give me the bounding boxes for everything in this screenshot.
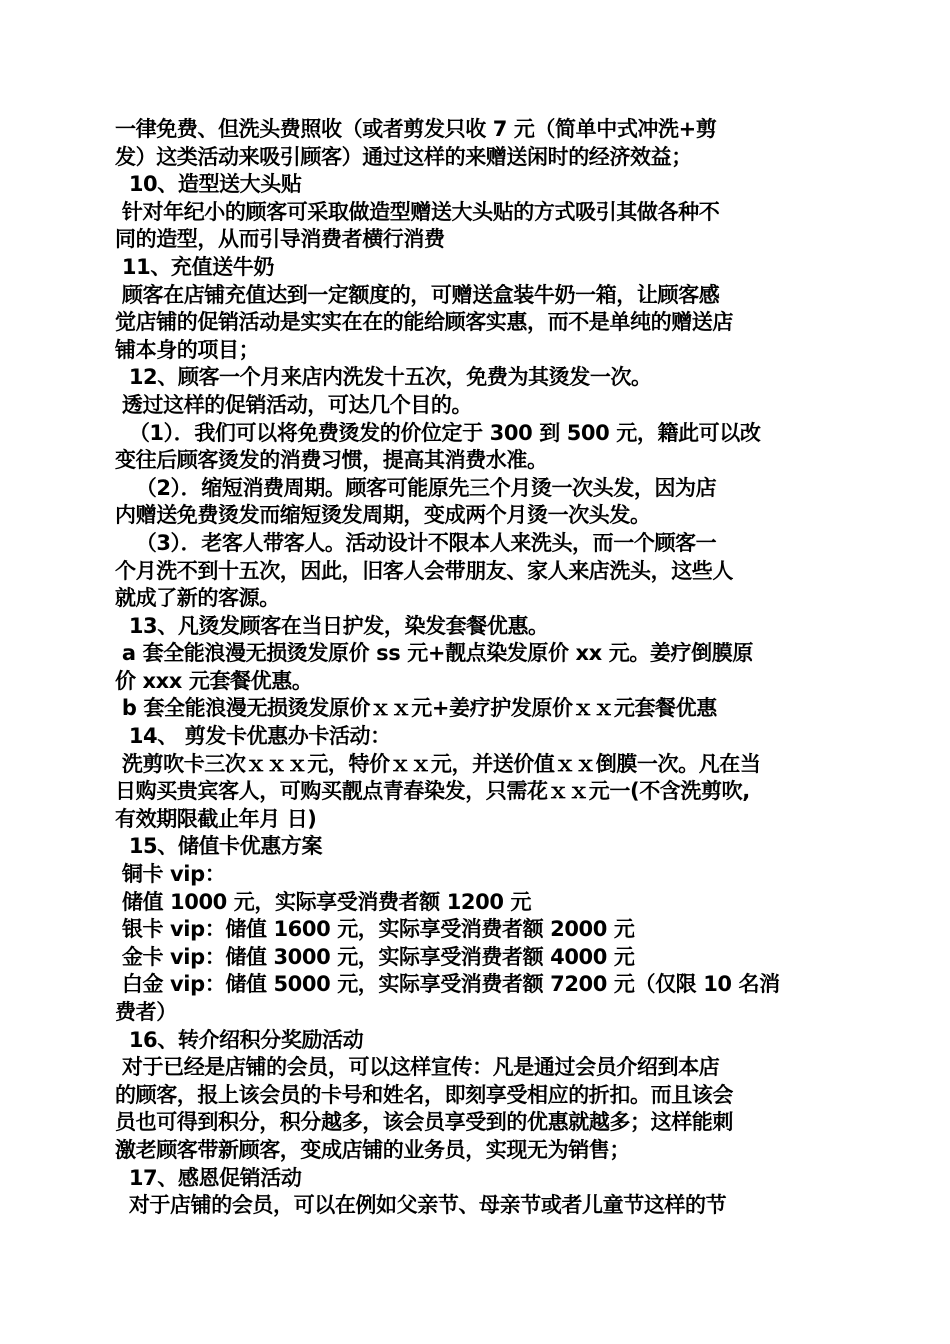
paragraph-line: 针对年纪小的顾客可采取做造型赠送大头贴的方式吸引其做各种不 <box>115 199 720 224</box>
paragraph-line: 觉店铺的促销活动是实实在在的能给顾客实惠，而不是单纯的赠送店 <box>115 310 733 335</box>
paragraph-line: 铺本身的项目； <box>115 337 260 362</box>
section-heading: 11、充值送牛奶 <box>115 254 274 279</box>
paragraph-line: b 套全能浪漫无损烫发原价ｘｘ元+姜疗护发原价ｘｘ元套餐优惠 <box>115 696 717 721</box>
paragraph-line: 个月洗不到十五次，因此，旧客人会带朋友、家人来店洗头，这些人 <box>115 558 733 583</box>
paragraph-line: 日购买贵宾客人，可购买靓点青春染发，只需花ｘｘ元一(不含洗剪吹, <box>115 779 750 804</box>
paragraph-line: 内赠送免费烫发而缩短烫发周期，变成两个月烫一次头发。 <box>115 503 651 528</box>
paragraph-line: 员也可得到积分，积分越多，该会员享受到的优惠就越多；这样能刺 <box>115 1110 733 1135</box>
paragraph-line: 变往后顾客烫发的消费习惯，提高其消费水准。 <box>115 448 548 473</box>
section-heading: 10、造型送大头贴 <box>115 172 302 197</box>
paragraph-line: 铜卡 vip： <box>115 862 226 887</box>
paragraph-line: a 套全能浪漫无损烫发原价 ss 元+靓点染发原价 xx 元。姜疗倒膜原 <box>115 641 753 666</box>
paragraph-line: 价 xxx 元套餐优惠。 <box>115 668 313 693</box>
section-heading: 15、储值卡优惠方案 <box>115 834 323 859</box>
section-heading: 14、 剪发卡优惠办卡活动： <box>115 724 391 749</box>
paragraph-line: 白金 vip：储值 5000 元，实际享受消费者额 7200 元（仅限 10 名消 <box>115 972 780 997</box>
paragraph-line: 就成了新的客源。 <box>115 586 280 611</box>
paragraph-line: 储值 1000 元，实际享受消费者额 1200 元 <box>115 889 532 914</box>
paragraph-line: 一律免费、但洗头费照收（或者剪发只收 7 元（简单中式冲洗+剪 <box>115 117 717 141</box>
paragraph-line: 的顾客，报上该会员的卡号和姓名，即刻享受相应的折扣。而且该会 <box>115 1082 733 1107</box>
paragraph-line: 激老顾客带新顾客，变成店铺的业务员，实现无为销售； <box>115 1137 630 1162</box>
section-heading: 16、转介绍积分奖励活动 <box>115 1027 364 1052</box>
paragraph-line: 对于已经是店铺的会员，可以这样宣传：凡是通过会员介绍到本店 <box>115 1055 720 1080</box>
paragraph-line: 同的造型，从而引导消费者横行消费 <box>115 227 445 252</box>
paragraph-line: （3）．老客人带客人。活动设计不限本人来洗头，而一个顾客一 <box>115 530 717 555</box>
paragraph-line: 银卡 vip：储值 1600 元，实际享受消费者额 2000 元 <box>115 917 635 942</box>
section-heading: 17、感恩促销活动 <box>115 1165 302 1190</box>
section-heading: 13、凡烫发顾客在当日护发，染发套餐优惠。 <box>115 613 549 638</box>
paragraph-line: 有效期限截止年月 日) <box>115 806 317 831</box>
paragraph-line: 对于店铺的会员，可以在例如父亲节、母亲节或者儿童节这样的节 <box>115 1193 727 1218</box>
document-body <box>115 116 850 1220</box>
paragraph-line: （1）．我们可以将免费烫发的价位定于 300 到 500 元，籍此可以改 <box>115 420 761 445</box>
paragraph-line: （2）．缩短消费周期。顾客可能原先三个月烫一次头发，因为店 <box>115 475 717 500</box>
section-heading: 12、顾客一个月来店内洗发十五次，免费为其烫发一次。 <box>115 365 652 390</box>
paragraph-line: 发）这类活动来吸引顾客）通过这样的来赠送闲时的经济效益； <box>115 144 692 169</box>
paragraph-line: 顾客在店铺充值达到一定额度的，可赠送盒装牛奶一箱，让顾客感 <box>115 282 720 307</box>
paragraph-line: 金卡 vip：储值 3000 元，实际享受消费者额 4000 元 <box>115 944 635 969</box>
paragraph-line: 透过这样的促销活动，可达几个目的。 <box>115 392 473 417</box>
paragraph-line: 费者） <box>115 1000 177 1024</box>
paragraph-line: 洗剪吹卡三次ｘｘｘ元，特价ｘｘ元，并送价值ｘｘ倒膜一次。凡在当 <box>115 751 761 776</box>
